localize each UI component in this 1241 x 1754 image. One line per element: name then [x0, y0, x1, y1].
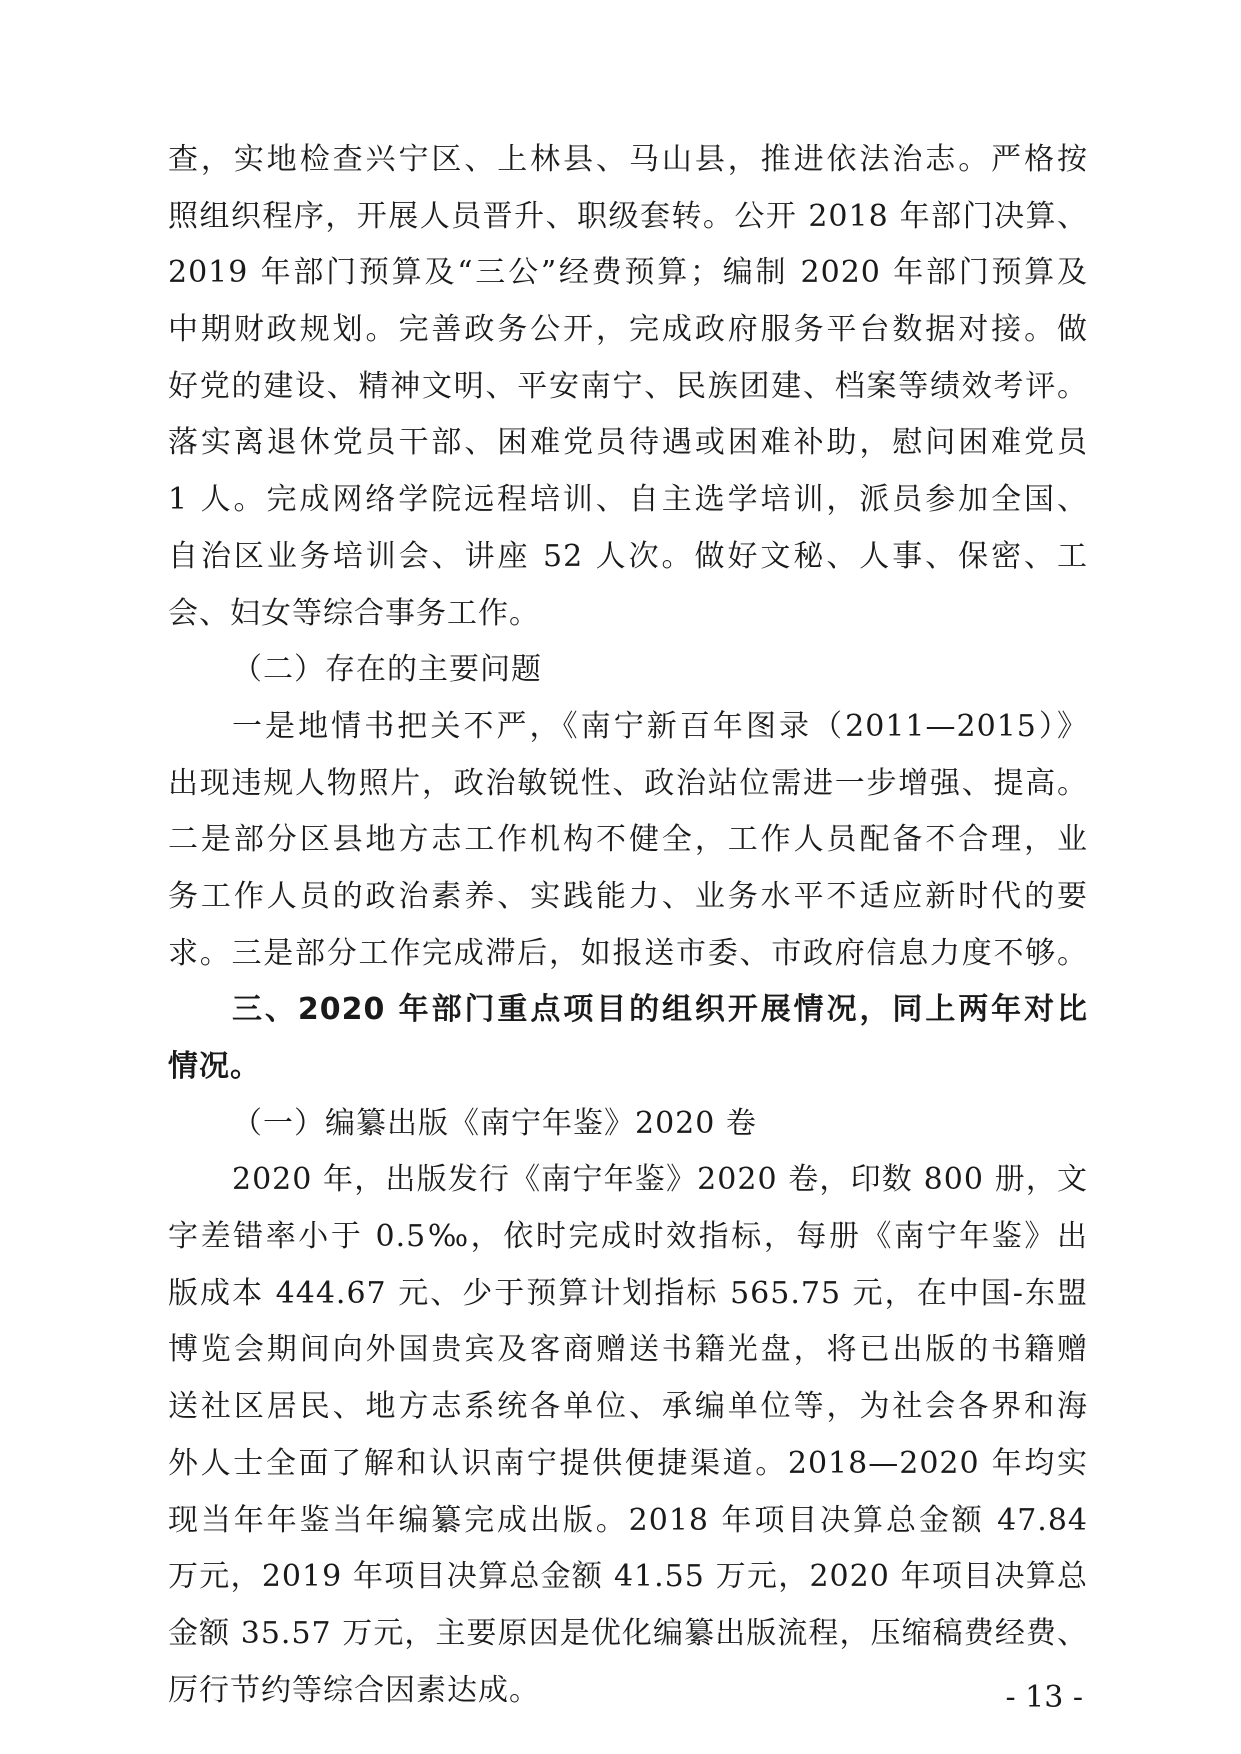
- text-line: 万元，2019 年项目决算总金额 41.55 万元，2020 年项目决算总: [168, 1559, 1088, 1595]
- text-line: 查，实地检查兴宁区、上林县、马山县，推进依法治志。严格按: [168, 142, 1088, 177]
- text-line: 落实离退休党员干部、困难党员待遇或困难补助，慰问困难党员: [168, 425, 1088, 461]
- text-line: 一是地情书把关不严，《南宁新百年图录（2011—2015）》: [232, 708, 1088, 744]
- text-line: 送社区居民、地方志系统各单位、承编单位等，为社会各界和海: [168, 1389, 1088, 1425]
- section-heading: 三、2020 年部门重点项目的组织开展情况，同上两年对比: [232, 992, 1088, 1028]
- text-line: 现当年年鉴当年编纂完成出版。2018 年项目决算总金额 47.84: [168, 1502, 1088, 1538]
- text-line: 版成本 444.67 元、少于预算计划指标 565.75 元，在中国-东盟: [168, 1275, 1088, 1311]
- text-line: 1 人。完成网络学院远程培训、自主选学培训，派员参加全国、: [168, 482, 1088, 518]
- text-line: 中期财政规划。完善政务公开，完成政府服务平台数据对接。做: [168, 312, 1088, 348]
- text-line: 好党的建设、精神文明、平安南宁、民族团建、档案等绩效考评。: [168, 368, 1088, 404]
- text-line: 求。三是部分工作完成滞后，如报送市委、市政府信息力度不够。: [168, 935, 1088, 971]
- text-line: 厉行节约等综合因素达成。: [168, 1672, 540, 1708]
- text-line: 2020 年，出版发行《南宁年鉴》2020 卷，印数 800 册，文: [232, 1162, 1088, 1198]
- text-line: 字差错率小于 0.5‰，依时完成时效指标，每册《南宁年鉴》出: [168, 1219, 1088, 1255]
- text-line: 务工作人员的政治素养、实践能力、业务水平不适应新时代的要: [168, 878, 1088, 914]
- section-subheading: （二）存在的主要问题: [232, 652, 542, 688]
- text-line: 出现违规人物照片，政治敏锐性、政治站位需进一步增强、提高。: [168, 765, 1088, 801]
- text-line: 照组织程序，开展人员晋升、职级套转。公开 2018 年部门决算、: [168, 198, 1088, 234]
- section-subheading: （一）编纂出版《南宁年鉴》2020 卷: [232, 1105, 757, 1141]
- page-number: - 13 -: [1005, 1680, 1083, 1715]
- text-line: 自治区业务培训会、讲座 52 人次。做好文秘、人事、保密、工: [168, 538, 1088, 574]
- text-line: 会、妇女等综合事务工作。: [168, 595, 540, 631]
- body-text: [168, 132, 1088, 1719]
- text-line: 二是部分区县地方志工作机构不健全，工作人员配备不合理，业: [168, 822, 1088, 858]
- text-line: 2019 年部门预算及“三公”经费预算；编制 2020 年部门预算及: [168, 255, 1088, 291]
- text-line: 金额 35.57 万元，主要原因是优化编纂出版流程，压缩稿费经费、: [168, 1615, 1088, 1651]
- section-heading: 情况。: [168, 1049, 261, 1084]
- text-line: 博览会期间向外国贵宾及客商赠送书籍光盘，将已出版的书籍赠: [168, 1332, 1088, 1368]
- text-line: 外人士全面了解和认识南宁提供便捷渠道。2018—2020 年均实: [168, 1445, 1088, 1481]
